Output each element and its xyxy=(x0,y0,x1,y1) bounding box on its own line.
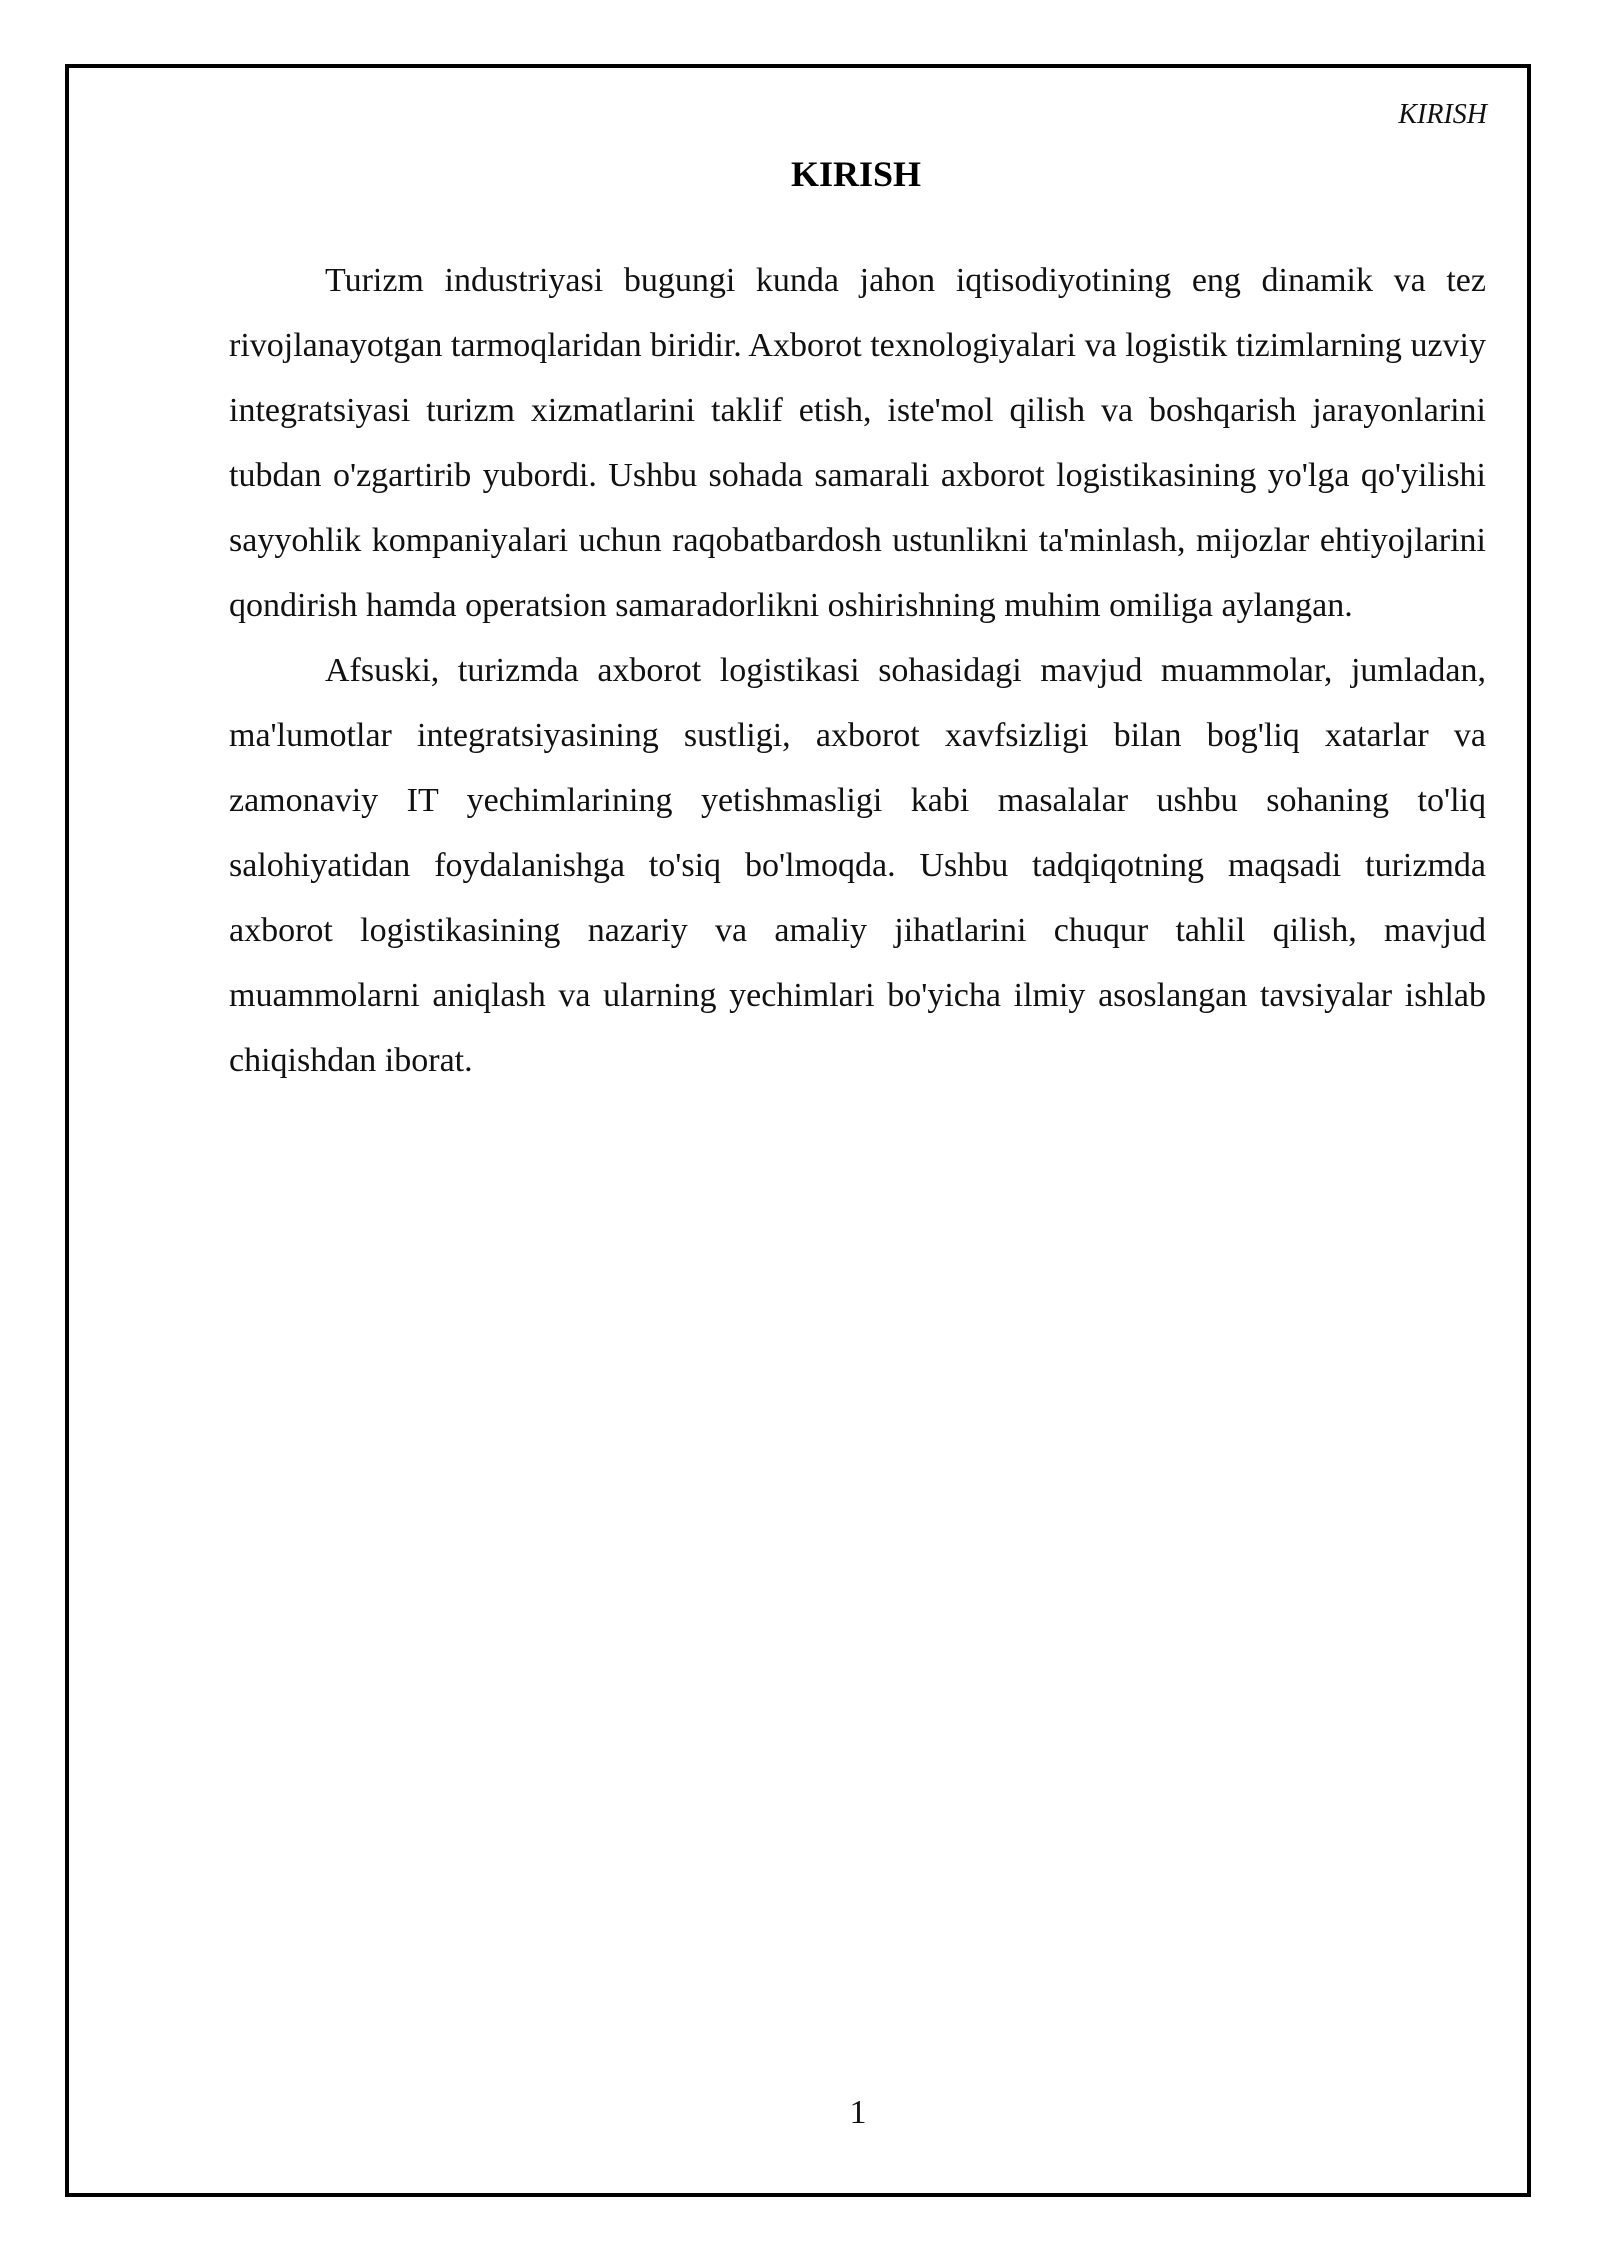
page-number: 1 xyxy=(849,2094,867,2131)
paragraph-intro: Turizm industriyasi bugungi kunda jahon iqtisodiyotining eng dinamik va tez rivojlanayotgan tarmoqlaridan biridir. Axborot texnologiyalari va logistik tizimlarning uzviy integratsiyasi turizm xizmatlarini taklif etish, iste'mol qilish va boshqarish jarayonlarini tubdan o'zgartirib yubordi. Ushbu sohada samarali axborot logistikasining yo'lga qo'yilishi sayyohlik kompaniyalari uchun raqobatbardosh ustunlikni ta'minlash, mijozlar ehtiyojlarini qondirish hamda operatsion samaradorlikni oshirishning muhim omiliga aylangan. xyxy=(229,262,1486,624)
paragraph-problems: Afsuski, turizmda axborot logistikasi sohasidagi mavjud muammolar, jumladan, ma'lumotlar integratsiyasining sustligi, axborot xavfsizligi bilan bog'liq xatarlar va zamonaviy IT yechimlarining yetishmasligi kabi masalalar ushbu sohaning to'liq salohiyatidan foydalanishga to'siq bo'lmoqda. Ushbu tadqiqotning maqsadi turizmda axborot logistikasining nazariy va amaliy jihatlarini chuqur tahlil qilish, mavjud muammolarni aniqlash va ularning yechimlari bo'yicha ilmiy asoslangan tavsiyalar ishlab chiqishdan iborat. xyxy=(229,652,1486,1079)
document-body xyxy=(229,248,1486,1093)
running-header: KIRISH xyxy=(1398,99,1487,130)
page-title: KIRISH xyxy=(790,154,922,194)
